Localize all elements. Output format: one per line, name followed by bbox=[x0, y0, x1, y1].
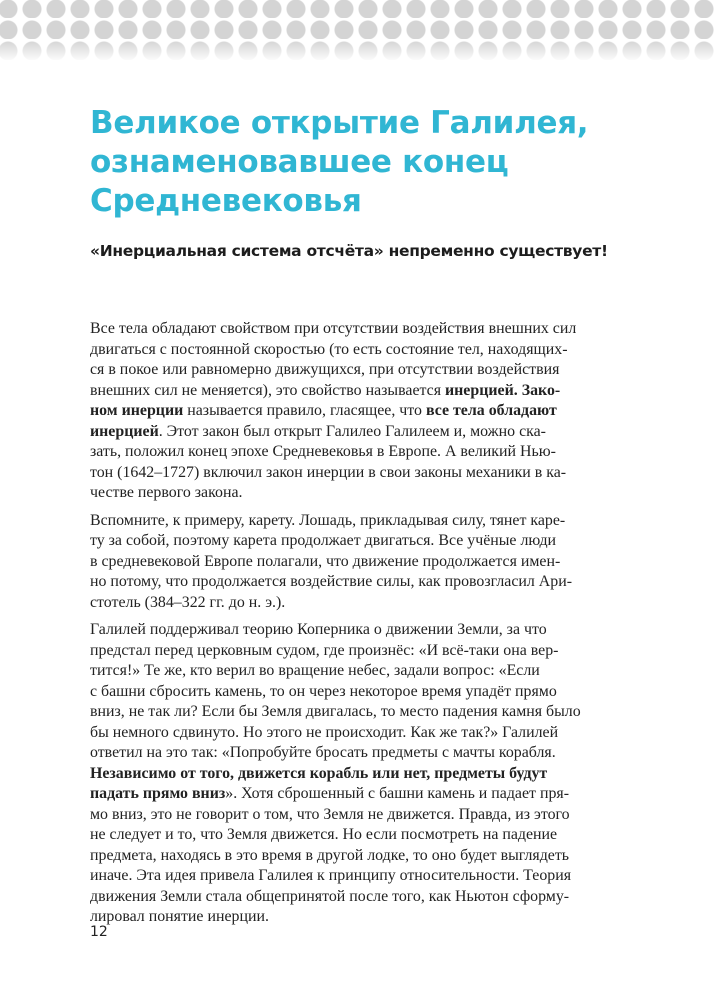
text-run: внешних сил не меняется), это свойство называется bbox=[90, 381, 445, 399]
text-line bbox=[90, 682, 622, 703]
body-text bbox=[90, 319, 622, 935]
text-run: ответил на это так: «Попробуйте бросать предметы с мачты корабля. bbox=[90, 744, 556, 761]
page-number: 12 bbox=[90, 924, 108, 940]
text-run: стотель (384–322 гг. до н. э.). bbox=[90, 593, 286, 611]
text-line bbox=[90, 866, 622, 887]
text-line bbox=[90, 531, 622, 552]
text-line bbox=[90, 422, 622, 443]
chapter-title-line: ознаменовавшее конец bbox=[90, 144, 509, 180]
text-line bbox=[90, 743, 622, 764]
text-line bbox=[90, 723, 622, 744]
text-line bbox=[90, 702, 622, 723]
text-run: лировал понятие инерции. bbox=[90, 908, 269, 925]
text-line bbox=[90, 381, 622, 402]
text-run: бы немного сдвинуто. Но этого не происходит. Как же так?» Галилей bbox=[90, 723, 559, 741]
text-line bbox=[90, 661, 622, 682]
chapter-title-line: Средневековья bbox=[90, 183, 362, 219]
text-run: ту за собой, поэтому карета продолжает двигаться. Все учёные люди bbox=[90, 532, 557, 549]
text-line bbox=[90, 483, 622, 504]
text-run: Все тела обладают свойством при отсутствии воздействия внешних сил bbox=[90, 320, 577, 337]
text-line bbox=[90, 805, 622, 826]
text-line bbox=[90, 401, 622, 422]
text-line bbox=[90, 319, 622, 340]
chapter-title bbox=[90, 104, 650, 221]
text-line bbox=[90, 552, 622, 573]
text-run: вниз, не так ли? Если бы Земля двигалась, то место падения камня было bbox=[90, 703, 581, 720]
text-run: . Этот закон был открыт Галилео Галилеем и, можно ска- bbox=[158, 422, 546, 440]
text-run: честве первого закона. bbox=[90, 484, 243, 501]
bold-text: Зако- bbox=[521, 381, 561, 399]
text-run: иначе. Эта идея привела Галилея к принципу относительности. Теория bbox=[90, 867, 572, 884]
bold-text: инерцией bbox=[90, 422, 159, 440]
text-line bbox=[90, 340, 622, 361]
paragraph bbox=[90, 319, 622, 504]
text-run: Вспомните, к примеру, карету. Лошадь, прикладывая силу, тянет каре- bbox=[90, 511, 566, 529]
bold-text: падать прямо вниз bbox=[90, 785, 226, 802]
text-line bbox=[90, 764, 622, 785]
text-line bbox=[90, 593, 622, 614]
text-line bbox=[90, 442, 622, 463]
paragraph bbox=[90, 511, 622, 614]
bold-text: ном инерции bbox=[90, 402, 184, 419]
text-run: мо вниз, это не говорит о том, что Земля не движется. Правда, из этого bbox=[90, 805, 570, 823]
text-run: не следует и то, что Земля движется. Но если посмотреть на падение bbox=[90, 826, 558, 843]
dot-pattern-header bbox=[0, 0, 714, 62]
text-line bbox=[90, 360, 622, 381]
text-line bbox=[90, 887, 622, 908]
text-run: Галилей поддерживал теорию Коперника о движении Земли, за что bbox=[90, 621, 547, 638]
text-line bbox=[90, 511, 622, 532]
text-run: но потому, что продолжается воздействие силы, как провозгласил Ари- bbox=[90, 573, 573, 590]
text-run: тится!» Те же, кто верил во вращение небес, задали вопрос: «Если bbox=[90, 662, 540, 679]
text-line bbox=[90, 463, 622, 484]
text-run: называется правило, гласящее, что bbox=[183, 402, 426, 419]
text-run: предстал перед церковным судом, где произнёс: «И всё-таки она вер- bbox=[90, 641, 559, 659]
text-line bbox=[90, 641, 622, 662]
text-run: движения Земли стала общепринятой после того, как Ньютон сформу- bbox=[90, 887, 570, 905]
text-run: тон (1642–1727) включил закон инерции в свои законы механики в ка- bbox=[90, 463, 567, 481]
text-line bbox=[90, 784, 622, 805]
bold-text: Независимо от того, движется корабль или нет, предметы будут bbox=[90, 764, 548, 782]
text-line bbox=[90, 572, 622, 593]
text-run: ». Хотя сброшенный с башни камень и падает пря- bbox=[225, 785, 569, 802]
text-line bbox=[90, 846, 622, 867]
text-run: зать, положил конец эпохе Средневековья в Европе. А великий Нью- bbox=[90, 443, 556, 460]
text-line bbox=[90, 620, 622, 641]
bold-text: инерцией. bbox=[445, 381, 518, 399]
paragraph bbox=[90, 620, 622, 928]
chapter-subtitle: «Инерциальная система отсчёта» непременно существует! bbox=[90, 242, 608, 260]
text-run: предмета, находясь в это время в другой лодке, то оно будет выглядеть bbox=[90, 846, 570, 864]
bold-text: все тела обладают bbox=[425, 402, 557, 419]
chapter-title-line: Великое открытие Галилея, bbox=[90, 105, 589, 141]
text-line bbox=[90, 825, 622, 846]
text-run: в средневековой Европе полагали, что движение продолжается имен- bbox=[90, 552, 561, 570]
text-run: двигаться с постоянной скоростью (то есть состояние тел, находящих- bbox=[90, 340, 568, 358]
text-line bbox=[90, 907, 622, 928]
text-run: ся в покое или равномерно движущихся, при отсутствии воздействия bbox=[90, 361, 560, 378]
text-run: с башни сбросить камень, то он через некоторое время упадёт прямо bbox=[90, 682, 557, 700]
